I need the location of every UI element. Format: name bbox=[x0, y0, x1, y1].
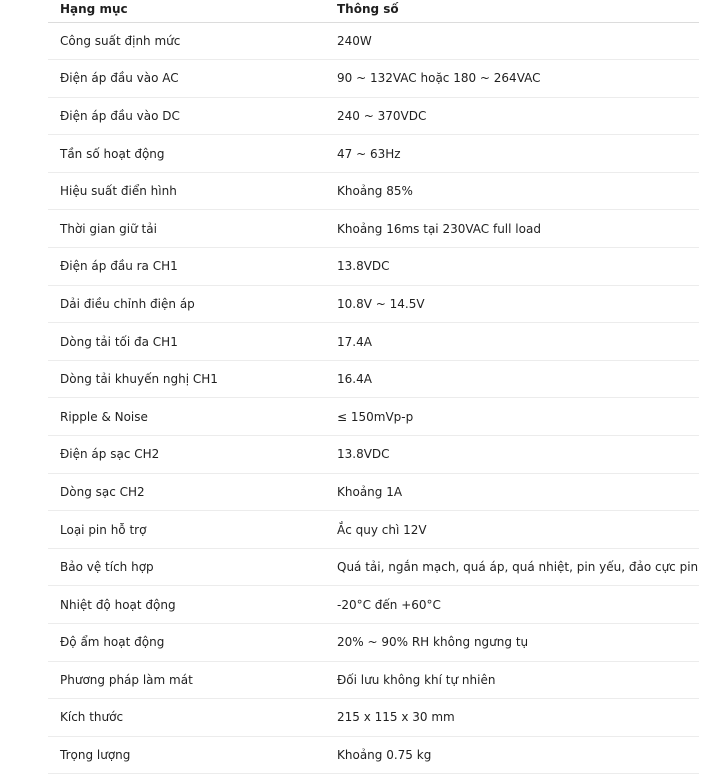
row-value: Khoảng 1A bbox=[325, 473, 699, 511]
row-value: Khoảng 0.75 kg bbox=[325, 736, 699, 774]
row-item: Thời gian giữ tải bbox=[48, 210, 325, 248]
table-row bbox=[48, 248, 699, 286]
row-item: Kích thước bbox=[48, 699, 325, 737]
row-item: Công suất định mức bbox=[48, 22, 325, 60]
row-item: Điện áp đầu vào DC bbox=[48, 97, 325, 135]
table-row bbox=[48, 548, 699, 586]
row-item: Ripple & Noise bbox=[48, 398, 325, 436]
table-row bbox=[48, 97, 699, 135]
table-body bbox=[48, 22, 699, 774]
row-item: Độ ẩm hoạt động bbox=[48, 624, 325, 662]
table-row bbox=[48, 511, 699, 549]
row-item: Tần số hoạt động bbox=[48, 135, 325, 173]
row-value: Ắc quy chì 12V bbox=[325, 511, 699, 549]
table-row bbox=[48, 135, 699, 173]
row-item: Loại pin hỗ trợ bbox=[48, 511, 325, 549]
table-row bbox=[48, 172, 699, 210]
table-row bbox=[48, 586, 699, 624]
table-row bbox=[48, 285, 699, 323]
row-value: 16.4A bbox=[325, 360, 699, 398]
row-item: Dòng sạc CH2 bbox=[48, 473, 325, 511]
row-item: Điện áp đầu ra CH1 bbox=[48, 248, 325, 286]
row-value: 47 ~ 63Hz bbox=[325, 135, 699, 173]
row-value: 90 ~ 132VAC hoặc 180 ~ 264VAC bbox=[325, 60, 699, 98]
table-header bbox=[48, 0, 699, 22]
row-value: 17.4A bbox=[325, 323, 699, 361]
row-item: Điện áp đầu vào AC bbox=[48, 60, 325, 98]
header-row bbox=[48, 0, 699, 22]
header-value: Thông số bbox=[325, 0, 699, 22]
table-row bbox=[48, 60, 699, 98]
row-value: 240 ~ 370VDC bbox=[325, 97, 699, 135]
table-row bbox=[48, 661, 699, 699]
row-item: Hiệu suất điển hình bbox=[48, 172, 325, 210]
row-item: Trọng lượng bbox=[48, 736, 325, 774]
row-value: 13.8VDC bbox=[325, 436, 699, 474]
row-item: Dòng tải khuyến nghị CH1 bbox=[48, 360, 325, 398]
row-item: Điện áp sạc CH2 bbox=[48, 436, 325, 474]
table-row bbox=[48, 323, 699, 361]
row-value: 20% ~ 90% RH không ngưng tụ bbox=[325, 624, 699, 662]
row-value: Khoảng 16ms tại 230VAC full load bbox=[325, 210, 699, 248]
row-item: Dải điều chỉnh điện áp bbox=[48, 285, 325, 323]
table-row bbox=[48, 473, 699, 511]
table-row bbox=[48, 699, 699, 737]
row-value: 215 x 115 x 30 mm bbox=[325, 699, 699, 737]
row-item: Dòng tải tối đa CH1 bbox=[48, 323, 325, 361]
row-value: -20°C đến +60°C bbox=[325, 586, 699, 624]
table-row bbox=[48, 398, 699, 436]
row-value: 240W bbox=[325, 22, 699, 60]
row-value: ≤ 150mVp-p bbox=[325, 398, 699, 436]
row-value: Quá tải, ngắn mạch, quá áp, quá nhiệt, pin yếu, đảo cực pin bbox=[325, 548, 699, 586]
row-value: 13.8VDC bbox=[325, 248, 699, 286]
table-row bbox=[48, 624, 699, 662]
row-value: 10.8V ~ 14.5V bbox=[325, 285, 699, 323]
row-item: Nhiệt độ hoạt động bbox=[48, 586, 325, 624]
header-item: Hạng mục bbox=[48, 0, 325, 22]
spec-table bbox=[48, 0, 699, 774]
table-row bbox=[48, 210, 699, 248]
row-value: Đối lưu không khí tự nhiên bbox=[325, 661, 699, 699]
table-row bbox=[48, 22, 699, 60]
row-item: Phương pháp làm mát bbox=[48, 661, 325, 699]
table-row bbox=[48, 436, 699, 474]
table-row bbox=[48, 736, 699, 774]
row-value: Khoảng 85% bbox=[325, 172, 699, 210]
row-item: Bảo vệ tích hợp bbox=[48, 548, 325, 586]
table-row bbox=[48, 360, 699, 398]
